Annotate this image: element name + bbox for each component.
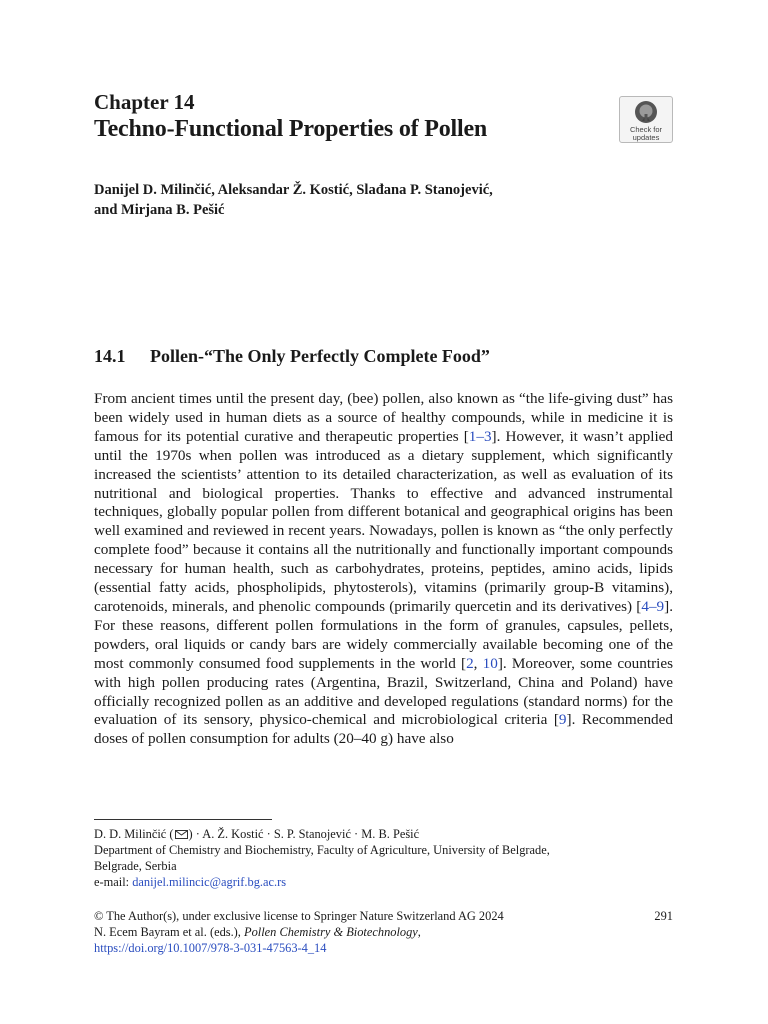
- book-editors: N. Ecem Bayram et al. (eds.),: [94, 925, 245, 939]
- badge-text-line2: updates: [632, 132, 660, 142]
- citation-link[interactable]: 2: [466, 654, 474, 672]
- authors-line2: and Mirjana B. Pešić: [94, 202, 225, 218]
- body-text-6: ]. Recommended doses of pollen consumption for adults (20–40 g) have also: [94, 711, 673, 748]
- book-title: Pollen Chemistry & Biotechnology: [244, 925, 418, 939]
- envelope-icon[interactable]: [175, 830, 188, 839]
- copyright-line: © The Author(s), under exclusive license to Springer Nature Switzerland AG 2024: [94, 909, 504, 923]
- body-text-1: From ancient times until the present day, (bee) pollen, also known as “the life-giving dust” has been widely used in human diets as a source of healthy compounds, while in medicine it is famous for its potential curative and therapeutic properties [: [94, 390, 673, 445]
- author-names-pre: D. D. Milinčić (: [94, 827, 174, 841]
- section-heading: [94, 346, 490, 367]
- body-paragraph: [94, 390, 673, 749]
- page-number: 291: [654, 909, 673, 923]
- chapter-title: Techno-Functional Properties of Pollen: [94, 116, 488, 142]
- author-names-post: ) · A. Ž. Kostić · S. P. Stanojević · M. B. Pešić: [188, 827, 420, 841]
- author-footnote: [94, 826, 673, 890]
- body-text-3: ]. For these reasons, different pollen formulations in the form of granules, capsules, pellets, powders, oral liquids or candy bars are widely commercially available becoming one of the most commonly consumed food supplements in the world [: [94, 597, 673, 672]
- chapter-label: Chapter 14: [94, 90, 195, 114]
- citation-link[interactable]: 9: [558, 711, 567, 729]
- book-citation-comma: ,: [417, 925, 421, 939]
- email-label: e-mail:: [94, 875, 133, 889]
- citation-link[interactable]: 1–3: [468, 427, 492, 445]
- doi-link[interactable]: https://doi.org/10.1007/978-3-031-47563-4_14: [94, 941, 327, 955]
- section-number: 14.1: [94, 346, 126, 366]
- affiliation-line2: Belgrade, Serbia: [94, 859, 177, 873]
- author-names-line: [94, 826, 673, 842]
- email-link[interactable]: danijel.milincic@agrif.bg.ac.rs: [132, 875, 287, 889]
- footnote-divider: [94, 819, 272, 820]
- citation-link[interactable]: 4–9: [641, 597, 665, 615]
- book-citation-line: [94, 924, 673, 940]
- email-line: [94, 874, 673, 890]
- author-list: [94, 180, 614, 220]
- body-text-2: ]. However, it wasn’t applied until the 1970s when pollen was introduced as a dietary supplement, which significantly increased the scientists’ attention to its detailed characterization, as well as evaluation of its nutritional and biological properties. Thanks to effective and advanced instrumental techniques, globally popular pollen from different botanical and geographical origins has been well examined and reviewed in recent years. Nowadays, pollen is known as “the only perfectly complete food” because it contains all the nutritionally and functionally important compounds necessary for human health, such as carbohydrates, proteins, peptides, amino acids, lipids (essential fatty acids, phospholipids, phytosterols), vitamins (primarily group-B vitamins), carotenoids, minerals, and phenolic compounds (primarily quercetin and its derivatives) [: [94, 427, 673, 615]
- body-text-4: ,: [473, 654, 483, 672]
- body-text-5: ]. Moreover, some countries with high pollen producing rates (Argentina, Brazil, Switzerland, China and Poland) have officially recognized pollen as an additive and developed regulations (standard norms) for the evaluation of its sensory, physico-chemical and microbiological criteria [: [94, 654, 673, 729]
- badge-text-line1: Check for: [629, 125, 663, 134]
- crossmark-icon: [634, 100, 658, 124]
- section-title: Pollen-“The Only Perfectly Complete Food”: [150, 346, 490, 366]
- copyright-block: [94, 908, 673, 956]
- affiliation-line1: Department of Chemistry and Biochemistry, Faculty of Agriculture, University of Belgrade,: [94, 843, 550, 857]
- citation-link[interactable]: 10: [482, 654, 498, 672]
- authors-line1: Danijel D. Milinčić, Aleksandar Ž. Kostić, Slađana P. Stanojević,: [94, 182, 493, 198]
- check-for-updates-badge[interactable]: [619, 96, 673, 143]
